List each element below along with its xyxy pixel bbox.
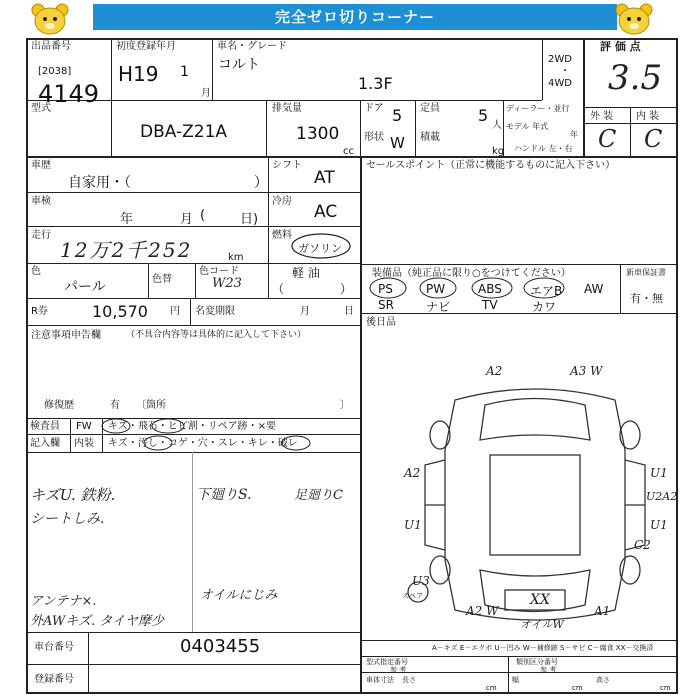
rating-value: 3.5: [608, 58, 663, 98]
interior-check-label: 内装: [74, 438, 94, 449]
interior-items: キズ・汚し・コゲ・穴・スレ・キレ・破レ: [108, 438, 298, 449]
diagram-mark-a2w: A2 W: [466, 604, 499, 618]
drive-4wd: 4WD: [548, 78, 572, 89]
type-value: DBA-Z21A: [140, 122, 228, 142]
diagram-mark-u3: U3: [412, 574, 430, 588]
fuel-circle-icon: [290, 232, 352, 260]
load-unit: kg: [492, 146, 505, 157]
fw-label: FW: [76, 421, 92, 432]
dims-height-unit: cm: [660, 684, 671, 692]
displacement-unit: cc: [343, 146, 354, 157]
lot-sub-number: [2038]: [38, 66, 72, 77]
notes-sub: （不具合内容等は具体的に記入して下さい）: [126, 330, 307, 340]
color-paren-open: （: [272, 282, 285, 296]
model-grade-label: 車名・グレード: [217, 41, 287, 52]
color-code-label: 色コード: [199, 266, 239, 277]
aircon-label: 冷房: [272, 196, 292, 207]
equip-ps: PS: [378, 282, 393, 296]
class-number-label: 類別区分番号: [516, 658, 558, 666]
bear-mascot-left-icon: [28, 2, 72, 38]
name-change-label: 名変期限: [195, 306, 235, 317]
inspection-year: 年: [120, 212, 134, 227]
doors-label: ドア: [364, 103, 384, 114]
note-undercarriage: 下廻りS.: [196, 487, 252, 503]
diagram-mark-a1: A1: [594, 604, 611, 618]
seats-label: 定員: [420, 103, 440, 114]
diagram-mark-a2-front: A2: [486, 364, 503, 378]
lot-number-label: 出品番号: [31, 41, 71, 52]
equip-leather: カワ: [532, 300, 557, 314]
inspection-label: 車検: [31, 196, 51, 207]
corner-banner: 完全ゼロ切りコーナー: [93, 4, 617, 30]
color-change-label: 色替: [152, 274, 172, 285]
diagram-mark-u2a2: U2A2: [646, 490, 678, 503]
diagram-mark-u1-right: U1: [650, 466, 668, 480]
doors-value: 5: [392, 106, 403, 125]
drive-separator: ・: [560, 66, 570, 77]
damage-legend: A－キズ E－エクボ U－凹み W－補修跡 S－サビ C－腐食 XX－交換済: [432, 644, 654, 652]
name-change-day: 日: [344, 306, 354, 317]
body-shape-value: W: [390, 134, 405, 152]
spare-label: スペア: [402, 592, 423, 600]
chassis-label: 車台番号: [34, 642, 74, 653]
model-year-unit: 年: [570, 130, 578, 139]
dealer-label: ディーラー・並行: [506, 104, 570, 113]
seats-unit: 人: [492, 120, 502, 131]
equip-navi: ナビ: [426, 300, 451, 314]
usage-close: ）: [254, 175, 268, 191]
bear-mascot-right-icon: [612, 2, 656, 38]
load-label: 積載: [420, 132, 440, 143]
repair-place-label: 〔箇所: [136, 400, 166, 411]
color-paren-close: ）: [340, 282, 353, 296]
interior-grade: C: [644, 125, 663, 153]
repair-history-label: 修復歴: [44, 400, 74, 411]
spec-number-label: 型式指定番号: [366, 658, 408, 666]
repair-place-close: 〕: [340, 400, 350, 411]
record-label: 記入欄: [30, 438, 60, 449]
notes-label: 注意事項申告欄: [31, 330, 101, 341]
class-number-sub: 参 考: [540, 666, 557, 674]
shift-value: AT: [314, 168, 335, 188]
body-shape-label: 形状: [364, 132, 384, 143]
inspection-month: 月: [180, 212, 194, 227]
recycle-value: 10,570: [92, 302, 148, 321]
diagram-mark-a3w: A3 W: [570, 364, 603, 378]
note-oil-leak: オイルにじみ: [200, 588, 278, 603]
model-name: コルト: [218, 57, 260, 73]
diagram-mark-a2-left: A2: [404, 466, 421, 480]
equip-aw: AW: [584, 282, 604, 296]
recycle-label: R券: [31, 306, 48, 317]
check-circles-icon: [100, 416, 360, 452]
color-value: パール: [64, 279, 106, 295]
displacement-label: 排気量: [272, 103, 302, 114]
fw-items: キズ・飛石・ヒビ割・リペア跡・×要: [108, 421, 276, 432]
dims-width-unit: cm: [572, 684, 583, 692]
diagram-mark-c2: C2: [634, 538, 651, 552]
lot-number: 4149: [38, 80, 100, 108]
dims-length: 長さ: [402, 676, 416, 684]
usage-value: 自家用・（: [68, 175, 131, 191]
equipment-circles-icon: [366, 276, 576, 300]
inspector-label: 検査員: [30, 421, 60, 432]
color-label: 色: [31, 266, 41, 277]
registration-month: 1: [180, 64, 189, 80]
seats-value: 5: [478, 106, 489, 125]
note-seat-stain: シートしみ.: [30, 511, 105, 527]
displacement-value: 1300: [296, 124, 340, 144]
equip-sr: SR: [378, 298, 394, 312]
recycle-unit: 円: [170, 306, 180, 317]
spec-number-sub: 参 考: [390, 666, 407, 674]
equip-pw: PW: [426, 282, 446, 296]
dims-length-unit: cm: [486, 684, 497, 692]
steering-label: ハンドル 左・右: [514, 144, 573, 153]
dims-height: 高さ: [596, 676, 610, 684]
note-wheel-tire: 外AWキズ. タイヤ摩少: [30, 614, 164, 629]
note-antenna: アンテナ×.: [30, 594, 97, 609]
shift-label: シフト: [272, 160, 302, 171]
note-suspension: 足廻りC: [294, 488, 343, 503]
mileage-value: 12万2千252: [60, 238, 193, 262]
chassis-number: 0403455: [180, 636, 261, 657]
fuel-diesel: 軽 油: [292, 266, 320, 280]
rating-label: 評 価 点: [600, 40, 641, 53]
type-label: 型式: [31, 103, 51, 114]
interior-label: 内 装: [636, 111, 660, 122]
registration-month-unit: 月: [201, 88, 211, 99]
color-code-value: W23: [212, 276, 242, 291]
diagram-mark-u1-rear: U1: [650, 518, 668, 532]
registration-year: H19: [118, 62, 159, 86]
repair-history-value: 有: [110, 400, 120, 411]
fuel-gasoline: ガソリン: [298, 242, 342, 255]
inspection-day-open: (: [200, 208, 206, 223]
grade: 1.3F: [358, 74, 393, 93]
warranty-label: 新車保証書: [626, 268, 666, 277]
diagram-mark-xx: XX: [530, 592, 550, 608]
sales-point-label: セールスポイント（正常に機能するものに記入下さい）: [366, 160, 616, 171]
warranty-value: 有・無: [630, 292, 663, 305]
dims-label: 車体寸法: [366, 676, 394, 684]
note-scratch-rust: キズU. 鉄粉.: [30, 486, 116, 504]
drive-2wd: 2WD: [548, 54, 572, 65]
exterior-label: 外 装: [590, 111, 614, 122]
usage-label: 車歴: [31, 160, 51, 171]
model-year-label: モデル 年式: [506, 122, 549, 131]
diagram-mark-u1-left: U1: [404, 518, 422, 532]
equip-airbag: エアB: [530, 284, 563, 298]
equip-abs: ABS: [478, 282, 502, 296]
first-registration-label: 初度登録年月: [116, 41, 176, 52]
diagram-mark-oil: オイルW: [520, 618, 564, 631]
later-items-label: 後日品: [366, 317, 396, 328]
exterior-grade: C: [598, 125, 617, 153]
name-change-month: 月: [300, 306, 310, 317]
dims-width: 幅: [512, 676, 519, 684]
mileage-label: 走行: [31, 230, 51, 241]
mileage-unit: km: [228, 252, 244, 263]
inspection-day: 日): [240, 212, 259, 227]
aircon-value: AC: [314, 202, 338, 222]
registration-number-label: 登録番号: [34, 674, 74, 685]
equip-tv: TV: [482, 298, 498, 312]
fuel-label: 燃料: [272, 230, 292, 241]
equipment-label: 装備品（純正品に限り○をつけてください）: [372, 268, 571, 279]
